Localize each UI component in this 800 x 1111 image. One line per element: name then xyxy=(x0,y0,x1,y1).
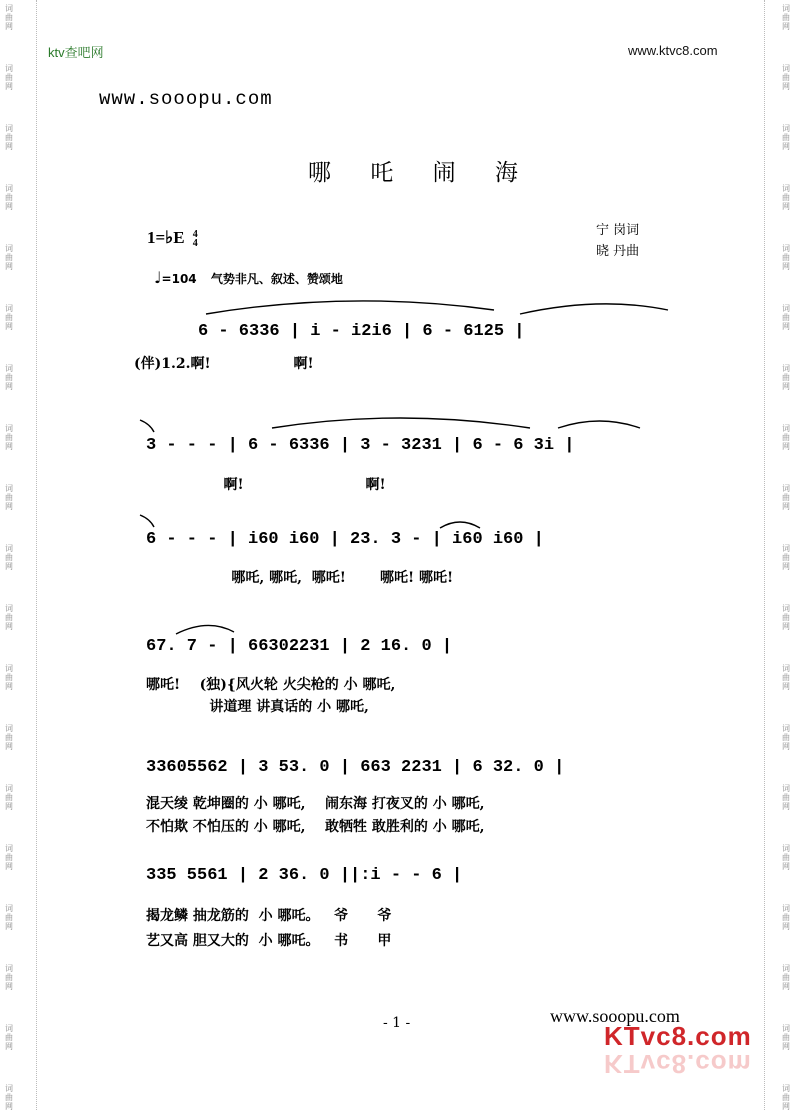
system-4-lyrics-2: 讲道理 讲真话的 小 哪吒, xyxy=(146,699,369,715)
side-label: 词 曲 网 xyxy=(5,724,13,751)
side-label: 词 曲 网 xyxy=(5,604,13,631)
side-label: 词 曲 网 xyxy=(5,844,13,871)
side-label: 词 曲 网 xyxy=(782,724,790,751)
tie-mark xyxy=(140,515,154,527)
side-label: 词 曲 网 xyxy=(782,664,790,691)
side-label: 词 曲 网 xyxy=(5,4,13,31)
system-6-lyrics-1: 揭龙鳞 抽龙筋的 小 哪吒。 爷 爷 xyxy=(146,908,392,924)
side-label: 词 曲 网 xyxy=(782,64,790,91)
quarter-note-icon: ♩ xyxy=(154,268,162,287)
ktvc8-logo: KTvc8.com xyxy=(604,1021,752,1051)
page-number: - 1 - xyxy=(383,1015,411,1031)
system-3-notes: 6 - - - | i60 i60 | 23. 3 - | i60 i60 | xyxy=(146,530,544,549)
system-1-lyrics: (伴)1.2.啊! 啊! xyxy=(134,356,314,372)
side-label: 词 曲 网 xyxy=(5,124,13,151)
side-label: 词 曲 网 xyxy=(782,1024,790,1051)
side-label: 词 曲 网 xyxy=(5,64,13,91)
system-6-lyrics-2: 艺又高 胆又大的 小 哪吒。 书 甲 xyxy=(146,933,392,949)
ktvc8-logo-reflection: KTvc8.com xyxy=(604,1049,752,1079)
key-text: 1=♭E xyxy=(147,228,185,247)
slur-line xyxy=(272,418,530,428)
tempo-expression: 气势非凡、叙述、赞颂地 xyxy=(210,272,343,286)
side-label: 词 曲 网 xyxy=(782,184,790,211)
system-5-lyrics-1: 混天绫 乾坤圈的 小 哪吒, 闹东海 打夜叉的 小 哪吒, xyxy=(146,796,485,812)
system-3-lyrics: 哪吒, 哪吒, 哪吒! 哪吒! 哪吒! xyxy=(168,570,454,586)
system-5-lyrics-2: 不怕欺 不怕压的 小 哪吒, 敢牺牲 敢胜利的 小 哪吒, xyxy=(146,819,485,835)
side-label: 词 曲 网 xyxy=(5,1084,13,1111)
side-label: 词 曲 网 xyxy=(782,484,790,511)
time-sig-bottom: 4 xyxy=(192,238,198,250)
side-label: 词 曲 网 xyxy=(782,604,790,631)
side-label: 词 曲 网 xyxy=(5,484,13,511)
side-label: 词 曲 网 xyxy=(782,1084,790,1111)
side-label: 词 曲 网 xyxy=(782,4,790,31)
header-right-site: www.ktvc8.com xyxy=(628,43,718,58)
system-6-notes: 335 5561 | 2 36. 0 ||:i - - 6 | xyxy=(146,866,463,885)
header-left-site: ktv查吧网 xyxy=(48,45,104,60)
system-4-notes: 67. 7 - | 66302231 | 2 16. 0 | xyxy=(146,637,453,656)
composer-credit: 晓 丹曲 xyxy=(596,244,640,259)
system-5-notes: 33605562 | 3 53. 0 | 663 2231 | 6 32. 0 | xyxy=(146,758,565,777)
time-sig-top: 4 xyxy=(192,229,198,241)
tempo-value: =104 xyxy=(161,272,197,286)
side-label: 词 曲 网 xyxy=(5,364,13,391)
side-label: 词 曲 网 xyxy=(5,244,13,271)
side-label: 词 曲 网 xyxy=(782,544,790,571)
tie-mark xyxy=(140,420,154,432)
side-label: 词 曲 网 xyxy=(5,184,13,211)
song-title: 哪 吒 闹 海 xyxy=(308,160,534,186)
system-4-lyrics-1: 哪吒! (独){风火轮 火尖枪的 小 哪吒, xyxy=(146,677,396,693)
side-label: 词 曲 网 xyxy=(5,904,13,931)
side-label: 词 曲 网 xyxy=(5,544,13,571)
watermark-top: www.sooopu.com xyxy=(99,88,273,110)
side-label: 词 曲 网 xyxy=(5,1024,13,1051)
side-label: 词 曲 网 xyxy=(782,844,790,871)
side-label: 词 曲 网 xyxy=(782,904,790,931)
side-label: 词 曲 网 xyxy=(5,964,13,991)
side-label: 词 曲 网 xyxy=(782,124,790,151)
side-label: 词 曲 网 xyxy=(782,364,790,391)
side-label: 词 曲 网 xyxy=(782,424,790,451)
side-label: 词 曲 网 xyxy=(782,304,790,331)
side-label: 词 曲 网 xyxy=(782,964,790,991)
side-label: 词 曲 网 xyxy=(5,664,13,691)
slur-line xyxy=(440,522,480,528)
lyricist-credit: 宁 岗词 xyxy=(596,223,640,238)
watermark-bottom: www.sooopu.com xyxy=(550,1006,680,1026)
system-2-lyrics: 啊! 啊! xyxy=(165,477,386,493)
slur-line xyxy=(176,625,234,634)
side-label: 词 曲 网 xyxy=(782,244,790,271)
side-label: 词 曲 网 xyxy=(5,304,13,331)
slur-line xyxy=(520,304,668,314)
slur-line xyxy=(206,301,494,314)
system-1-notes: 6 - 6336 | i - i2i6 | 6 - 6125 | xyxy=(198,322,525,341)
side-label: 词 曲 网 xyxy=(5,784,13,811)
system-2-notes: 3 - - - | 6 - 6336 | 3 - 3231 | 6 - 6 3i | xyxy=(146,436,575,455)
side-label: 词 曲 网 xyxy=(5,424,13,451)
slur-line xyxy=(558,421,640,428)
side-label: 词 曲 网 xyxy=(782,784,790,811)
